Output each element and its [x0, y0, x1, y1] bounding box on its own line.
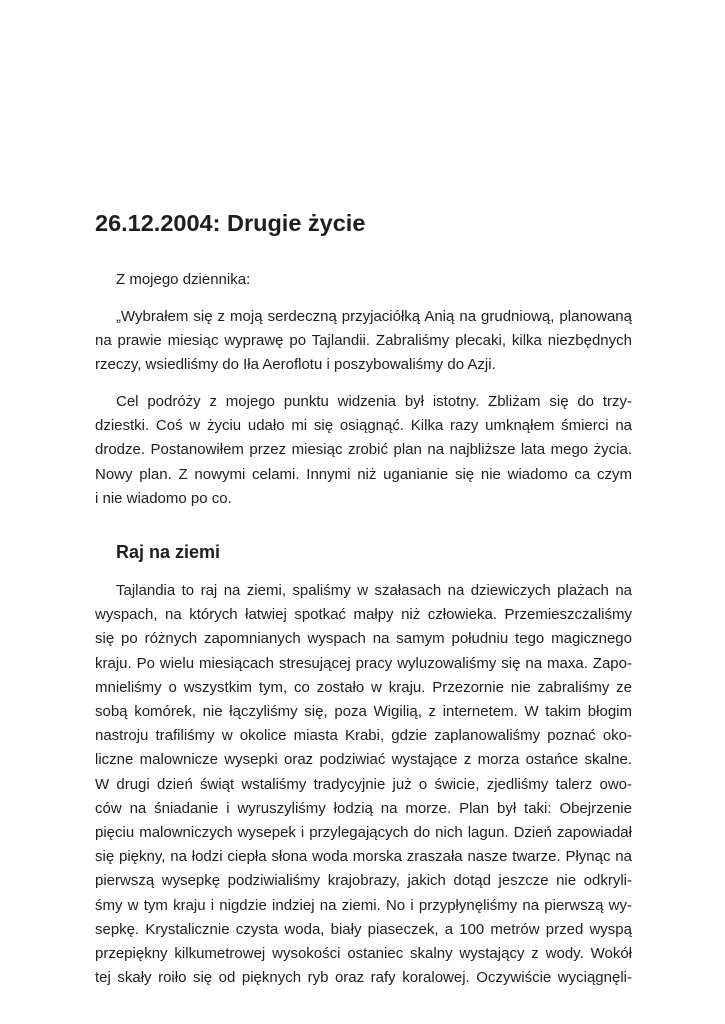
text-line: mnieliśmy o wszystkim tym, co zostało w kraju. Przezornie nie zabraliśmy ze	[95, 678, 632, 696]
text-line: Nowy plan. Z nowymi celami. Innymi niż uganianie się nie wiadomo ca czym	[95, 465, 632, 483]
diary-intro-label: Z mojego dziennika:	[116, 271, 251, 288]
text-line: W drugi dzień świąt wstaliśmy tradycyjnie już o świcie, zjedliśmy talerz owo-	[95, 775, 632, 793]
chapter-title: 26.12.2004: Drugie życie	[95, 210, 366, 236]
text-line: na prawie miesiąc wyprawę po Tajlandii. Zabraliśmy plecaki, kilka niezbędnych	[95, 332, 632, 349]
text-line: i nie wiadomo po co.	[95, 489, 232, 507]
paragraph-1	[95, 305, 632, 378]
text-line: przepiękny kilkumetrowej wysokości ostaniec skalny wystający z wody. Wokół	[95, 945, 632, 963]
section-body	[95, 579, 632, 1003]
text-line: sobą komórek, nie łączyliśmy się, poza Wigilią, z internetem. W takim błogim	[95, 703, 632, 721]
section-heading: Raj na ziemi	[116, 542, 221, 562]
text-line: Cel podróży z mojego punktu widzenia był istotny. Zbliżam się do trzy-	[116, 393, 632, 410]
text-line: rzeczy, wsiedliśmy do Iła Aeroflotu i poszybowaliśmy do Azji.	[95, 356, 496, 374]
text-line: tej skały roiło się od pięknych ryb oraz rafy koralowej. Oczywiście wyciągnęli-	[95, 969, 632, 987]
text-line: wyspach, na których łatwiej spotkać małpy niż człowieka. Przemieszczaliśmy	[95, 606, 632, 624]
text-line: dziestki. Coś w życiu udało mi się osiągnąć. Kilka razy umknąłem śmierci na	[95, 417, 632, 435]
text-line: ców na śniadanie i wyruszyliśmy łodzią na morze. Plan był taki: Obejrzenie	[95, 799, 632, 817]
text-line: pięciu malowniczych wysepek i przylegających do nich lagun. Dzień zapowiadał	[95, 824, 632, 842]
text-line: nastroju trafiliśmy w okolice miasta Krabi, gdzie zaplanowaliśmy poznać oko-	[95, 727, 632, 745]
text-line: sepkę. Krystalicznie czysta woda, biały piaseczek, a 100 metrów przed wyspą	[95, 920, 632, 938]
text-line: pierwszą wysepkę podziwialiśmy krajobrazy, jakich dotąd jeszcze nie odkryli-	[95, 872, 632, 890]
text-line: „Wybrałem się z moją serdeczną przyjaciółką Anią na grudniową, planowaną	[116, 307, 632, 325]
intro-block	[95, 268, 632, 524]
text-line: się po różnych zapomnianych wyspach na samym południu tego magicznego	[95, 630, 632, 648]
text-line: drodze. Postanowiłem przez miesiąc zrobić plan na najbliższe lata mego życia.	[95, 441, 632, 459]
text-line: śmy w tym kraju i nigdzie indziej na ziemi. No i przypłynęliśmy na pierwszą wy-	[95, 896, 632, 914]
text-line: kraju. Po wielu miesiącach stresującej pracy wyluzowaliśmy się na maxa. Zapo-	[95, 654, 632, 672]
paragraph-3	[95, 579, 632, 990]
text-line: liczne malownicze wysepki oraz podziwiać wystające z morza ostańce skalne.	[95, 751, 632, 769]
paragraph-2	[95, 390, 632, 511]
text-line: się piękny, na łodzi ciepła słona woda morska zraszała nasze twarze. Płynąc na	[95, 848, 632, 866]
text-line: Tajlandia to raj na ziemi, spaliśmy w szałasach na dziewiczych plażach na	[116, 582, 632, 599]
